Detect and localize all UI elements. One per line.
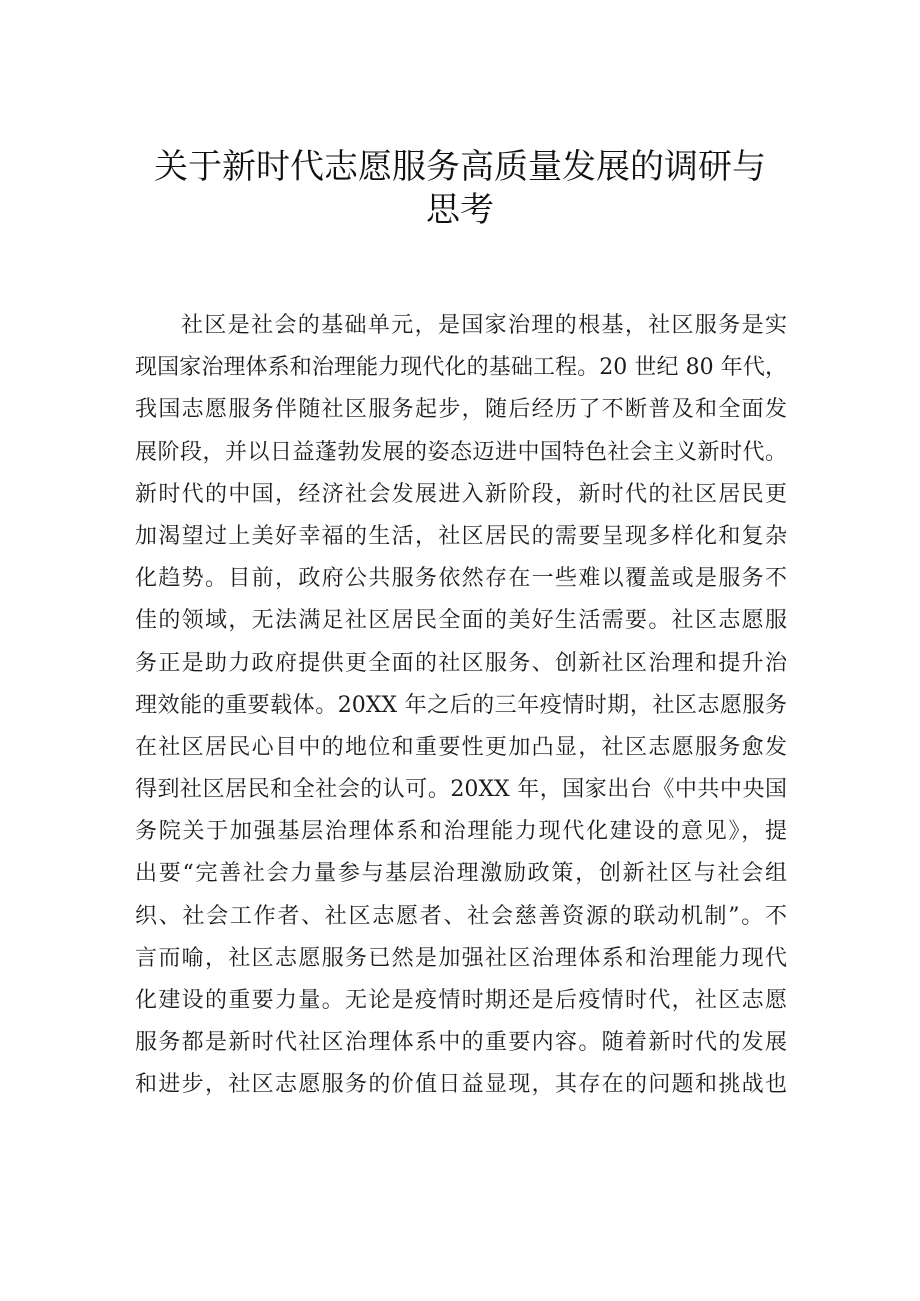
body-line: 服务都是新时代社区治理体系中的重要内容。随着新时代的发展: [135, 1030, 787, 1056]
document-title-line-2: 思考: [426, 190, 494, 230]
body-line: 和进步，社区志愿服务的价值日益显现，其存在的问题和挑战也: [135, 1072, 787, 1098]
body-line: 佳的领域，无法满足社区居民全面的美好生活需要。社区志愿服: [135, 608, 787, 634]
body-line: 出要“完善社会力量参与基层治理激励政策，创新社区与社会组: [135, 861, 787, 887]
body-line: 言而喻，社区志愿服务已然是加强社区治理体系和治理能力现代: [135, 945, 787, 971]
body-line: 务正是助力政府提供更全面的社区服务、创新社区治理和提升治: [135, 650, 787, 676]
body-line: 展阶段，并以日益蓬勃发展的姿态迈进中国特色社会主义新时代。: [135, 439, 787, 465]
body-line: 在社区居民心目中的地位和重要性更加凸显，社区志愿服务愈发: [135, 734, 787, 760]
body-line: 化趋势。目前，政府公共服务依然存在一些难以覆盖或是服务不: [135, 566, 787, 592]
body-line: 理效能的重要载体。20XX 年之后的三年疫情时期，社区志愿服务: [135, 692, 787, 718]
body-line: 织、社会工作者、社区志愿者、社会慈善资源的联动机制”。不: [135, 903, 787, 929]
body-line: 加渴望过上美好幸福的生活，社区居民的需要呈现多样化和复杂: [135, 523, 787, 549]
body-line: 化建设的重要力量。无论是疫情时期还是后疫情时代，社区志愿: [135, 988, 787, 1013]
body-line: 新时代的中国，经济社会发展进入新阶段，新时代的社区居民更: [135, 481, 787, 507]
document-body: [135, 305, 795, 1107]
body-line: 得到社区居民和全社会的认可。20XX 年，国家出台《中共中央国: [135, 777, 787, 803]
body-line: 社区是社会的基础单元，是国家治理的根基，社区服务是实: [181, 313, 787, 338]
body-line: 现国家治理体系和治理能力现代化的基础工程。20 世纪 80 年代，: [135, 355, 787, 381]
body-line: 务院关于加强基层治理体系和治理能力现代化建设的意见》，提: [135, 819, 787, 845]
body-line: 我国志愿服务伴随社区服务起步，随后经历了不断普及和全面发: [135, 397, 787, 423]
document-title-line-1: 关于新时代志愿服务高质量发展的调研与: [154, 147, 766, 187]
